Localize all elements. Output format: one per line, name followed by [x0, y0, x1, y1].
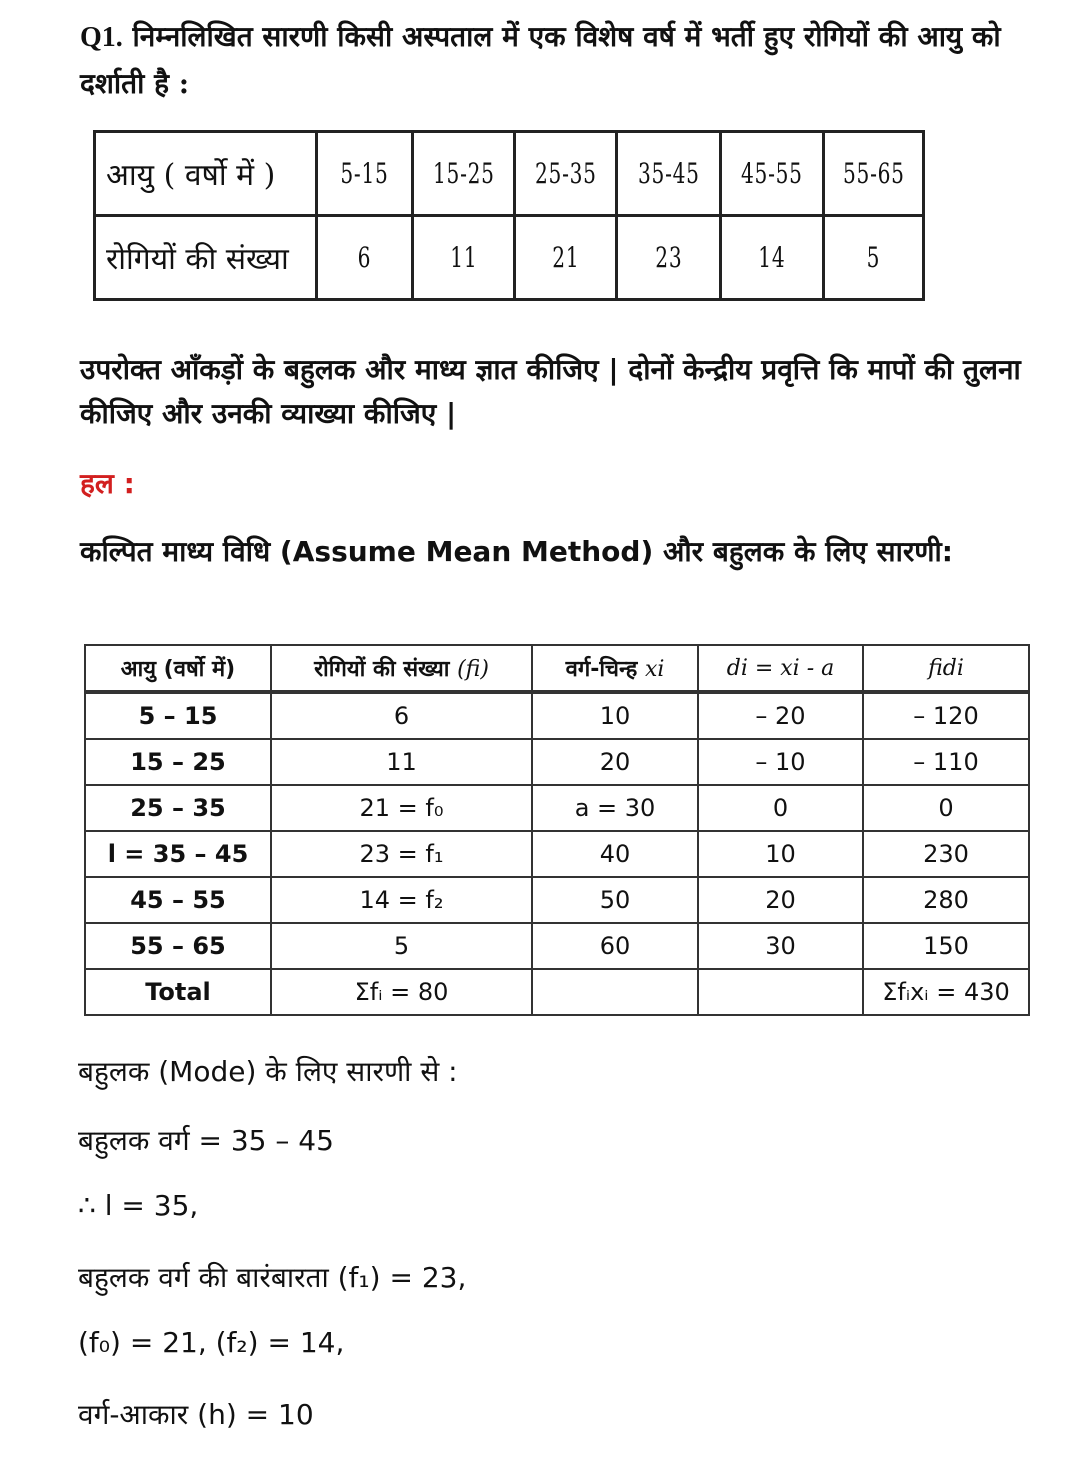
age-cell: 25-35 — [515, 132, 617, 216]
mode-line: वर्ग-आकार (h) = 10 — [78, 1398, 314, 1431]
age-cell: 15-25 — [413, 132, 515, 216]
question-body: निम्नलिखित सारणी किसी अस्पताल में एक विशेष वर्ष में भर्ती हुए रोगियों की आयु को दर्शाती है : — [80, 20, 1001, 100]
calculation-table — [84, 644, 1030, 1016]
class-mark-cell: 10 — [532, 692, 698, 739]
deviation-cell: 30 — [698, 923, 863, 969]
deviation-cell: – 20 — [698, 692, 863, 739]
table-row — [85, 877, 1029, 923]
frequency-cell: 5 — [271, 923, 532, 969]
count-cell: 11 — [413, 216, 515, 300]
count-header: रोगियों की संख्या — [95, 216, 317, 300]
count-cell: 14 — [721, 216, 824, 300]
header-patients: रोगियों की संख्या (fi) — [271, 645, 532, 692]
deviation-cell: 10 — [698, 831, 863, 877]
product-cell: 0 — [863, 785, 1029, 831]
class-mark-cell: 20 — [532, 739, 698, 785]
class-mark-cell: 40 — [532, 831, 698, 877]
count-cell: 21 — [515, 216, 617, 300]
empty-cell — [532, 969, 698, 1015]
table-row — [85, 692, 1029, 739]
product-cell: – 110 — [863, 739, 1029, 785]
age-cell: 5 – 15 — [85, 692, 271, 739]
frequency-cell: 14 = f₂ — [271, 877, 532, 923]
deviation-cell: 20 — [698, 877, 863, 923]
table-row — [85, 785, 1029, 831]
age-header: आयु ( वर्षो में ) — [95, 132, 317, 216]
product-cell: 280 — [863, 877, 1029, 923]
age-cell: 55-65 — [824, 132, 924, 216]
empty-cell — [698, 969, 863, 1015]
header-di: di = xi - a — [698, 645, 863, 692]
age-cell: 5-15 — [317, 132, 413, 216]
question-number: Q1. — [80, 22, 123, 53]
mode-line: बहुलक (Mode) के लिए सारणी से : — [78, 1055, 458, 1088]
frequency-cell: 21 = f₀ — [271, 785, 532, 831]
age-cell: 35-45 — [617, 132, 721, 216]
frequency-cell: 11 — [271, 739, 532, 785]
age-cell: l = 35 – 45 — [85, 831, 271, 877]
deviation-cell: – 10 — [698, 739, 863, 785]
solution-label: हल : — [80, 467, 135, 500]
table-row — [85, 831, 1029, 877]
count-cell: 5 — [824, 216, 924, 300]
age-cell: 15 – 25 — [85, 739, 271, 785]
age-cell: 25 – 35 — [85, 785, 271, 831]
header-age: आयु (वर्षो में) — [85, 645, 271, 692]
mode-line: (f₀) = 21, (f₂) = 14, — [78, 1326, 345, 1359]
table-row — [95, 132, 924, 216]
age-cell: 55 – 65 — [85, 923, 271, 969]
table-row — [85, 739, 1029, 785]
table-row — [95, 216, 924, 300]
data-table — [93, 130, 925, 301]
frequency-cell: 23 = f₁ — [271, 831, 532, 877]
product-cell: – 120 — [863, 692, 1029, 739]
frequency-cell: 6 — [271, 692, 532, 739]
product-cell: 150 — [863, 923, 1029, 969]
deviation-cell: 0 — [698, 785, 863, 831]
mode-line: बहुलक वर्ग = 35 – 45 — [78, 1124, 334, 1157]
class-mark-cell: 50 — [532, 877, 698, 923]
table-total-row — [85, 969, 1029, 1015]
method-heading: कल्पित माध्य विधि (Assume Mean Method) और बहुलक के लिए सारणी: — [80, 535, 953, 568]
instruction-text: उपरोक्त आँकड़ों के बहुलक और माध्य ज्ञात कीजिए | दोनों केन्द्रीय प्रवृत्ति कि मापों की तुलना कीजिए और उनकी व्याख्या कीजिए | — [80, 353, 1021, 430]
product-cell: 230 — [863, 831, 1029, 877]
header-class-mark: वर्ग-चिन्ह xi — [532, 645, 698, 692]
table-header-row — [85, 645, 1029, 692]
age-cell: 45 – 55 — [85, 877, 271, 923]
question-text — [80, 14, 1050, 107]
sum-frequency: Σfᵢ = 80 — [271, 969, 532, 1015]
total-label: Total — [85, 969, 271, 1015]
age-cell: 45-55 — [721, 132, 824, 216]
header-fidi: fidi — [863, 645, 1029, 692]
count-cell: 23 — [617, 216, 721, 300]
mode-line: बहुलक वर्ग की बारंबारता (f₁) = 23, — [78, 1261, 467, 1294]
mode-line: ∴ l = 35, — [78, 1189, 199, 1222]
sum-product: Σfᵢxᵢ = 430 — [863, 969, 1029, 1015]
count-cell: 6 — [317, 216, 413, 300]
class-mark-cell: a = 30 — [532, 785, 698, 831]
class-mark-cell: 60 — [532, 923, 698, 969]
table-row — [85, 923, 1029, 969]
